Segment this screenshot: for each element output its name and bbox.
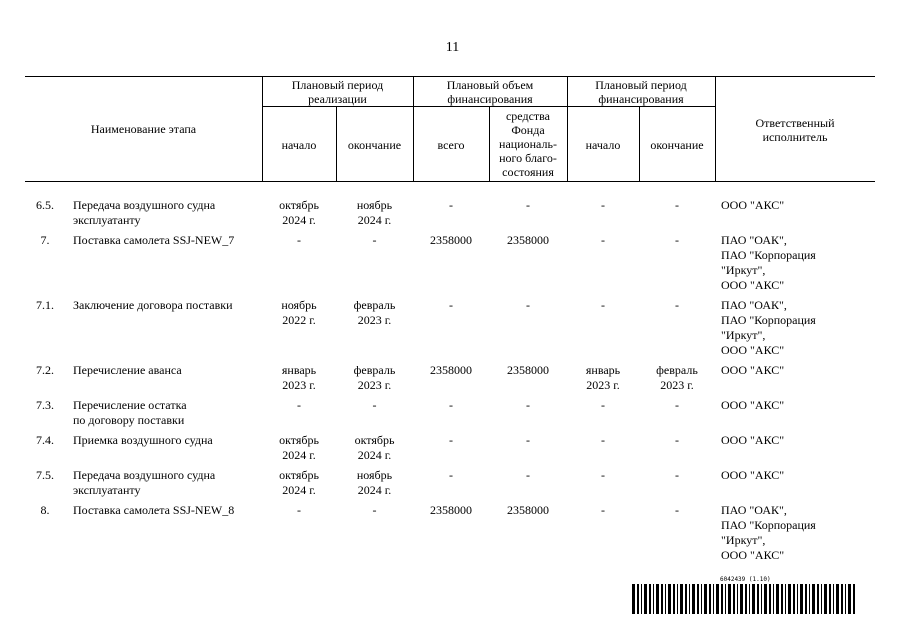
row-funding-end: - xyxy=(675,398,679,412)
row-number: 7.4. xyxy=(36,433,54,447)
row-fund: - xyxy=(526,298,530,312)
row-funding-end: - xyxy=(675,468,679,482)
row-number: 7. xyxy=(40,233,50,247)
header-funding-start: начало xyxy=(585,138,621,152)
row-stage-name: Перечисление аванса xyxy=(73,363,182,377)
row-responsible: ООО "АКС" xyxy=(721,363,785,377)
row-start: октябрь 2024 г. xyxy=(279,468,319,497)
row-fund: - xyxy=(526,398,530,412)
row-number: 7.2. xyxy=(36,363,54,377)
row-fund: - xyxy=(526,433,530,447)
row-funding-end: - xyxy=(675,298,679,312)
row-start: октябрь 2024 г. xyxy=(279,198,319,227)
header-responsible: Ответственный исполнитель xyxy=(755,116,835,144)
row-funding-start: - xyxy=(601,468,605,482)
row-funding-end: - xyxy=(675,198,679,212)
row-stage-name: Передача воздушного судна эксплуатанту xyxy=(73,198,216,227)
row-funding-end: февраль 2023 г. xyxy=(656,363,698,392)
row-total: 2358000 xyxy=(430,503,472,517)
row-total: - xyxy=(449,468,453,482)
row-responsible: ООО "АКС" xyxy=(721,433,785,447)
row-fund: 2358000 xyxy=(507,503,549,517)
row-number: 7.5. xyxy=(36,468,54,482)
row-funding-start: - xyxy=(601,398,605,412)
row-start: - xyxy=(297,503,301,517)
row-end: - xyxy=(372,398,377,412)
row-start: октябрь 2024 г. xyxy=(279,433,319,462)
row-end: февраль 2023 г. xyxy=(353,298,396,327)
row-end: - xyxy=(372,503,377,517)
row-number: 6.5. xyxy=(36,198,54,212)
header-funding-end: окончание xyxy=(650,138,704,152)
barcode-bars xyxy=(632,584,856,614)
row-stage-name: Заключение договора поставки xyxy=(73,298,233,312)
header-end: окончание xyxy=(347,138,402,152)
header-total: всего xyxy=(437,138,465,152)
row-responsible: ООО "АКС" xyxy=(721,398,785,412)
row-funding-start: - xyxy=(601,198,605,212)
barcode-label: 6042439 (1.10) xyxy=(720,576,771,583)
row-stage-name: Поставка самолета SSJ-NEW_8 xyxy=(73,503,235,517)
row-number: 7.1. xyxy=(36,298,54,312)
row-total: 2358000 xyxy=(430,363,472,377)
header-bottom-border xyxy=(25,181,875,182)
row-end: ноябрь 2024 г. xyxy=(356,468,393,497)
row-end: октябрь 2024 г. xyxy=(354,433,395,462)
page-number: 11 xyxy=(445,40,460,55)
row-funding-end: - xyxy=(675,503,679,517)
row-responsible: ПАО "ОАК", ПАО "Корпорация "Иркут", ООО "АКС" xyxy=(721,503,816,562)
row-fund: 2358000 xyxy=(507,363,549,377)
row-total: - xyxy=(449,398,453,412)
row-start: - xyxy=(297,398,301,412)
row-funding-start: - xyxy=(601,433,605,447)
row-total: 2358000 xyxy=(430,233,472,247)
row-end: февраль 2023 г. xyxy=(353,363,396,392)
header-funding-volume: Плановый объем финансирования xyxy=(446,78,534,106)
row-total: - xyxy=(449,298,453,312)
row-end: ноябрь 2024 г. xyxy=(356,198,393,227)
row-end: - xyxy=(372,233,377,247)
row-fund: 2358000 xyxy=(507,233,549,247)
row-total: - xyxy=(449,433,453,447)
row-funding-end: - xyxy=(675,233,679,247)
row-funding-start: - xyxy=(601,298,605,312)
row-responsible: ПАО "ОАК", ПАО "Корпорация "Иркут", ООО "АКС" xyxy=(721,298,816,357)
row-stage-name: Перечисление остатка по договору поставки xyxy=(73,398,187,427)
row-start: - xyxy=(297,233,301,247)
header-fund: средства Фонда националь- ного благо- состояния xyxy=(499,109,557,179)
row-number: 8. xyxy=(40,503,50,517)
row-responsible: ООО "АКС" xyxy=(721,198,785,212)
row-total: - xyxy=(449,198,453,212)
row-funding-start: - xyxy=(601,503,605,517)
header-funding-period: Плановый период финансирования xyxy=(595,78,687,106)
header-implementation-period: Плановый период реализации xyxy=(291,78,384,106)
row-stage-name: Поставка самолета SSJ-NEW_7 xyxy=(73,233,235,247)
row-number: 7.3. xyxy=(36,398,54,412)
table-top-border xyxy=(25,76,875,77)
row-responsible: ПАО "ОАК", ПАО "Корпорация "Иркут", ООО "АКС" xyxy=(721,233,816,292)
row-funding-end: - xyxy=(675,433,679,447)
row-funding-start: январь 2023 г. xyxy=(585,363,621,392)
header-stage-name: Наименование этапа xyxy=(90,122,197,136)
row-stage-name: Передача воздушного судна эксплуатанту xyxy=(73,468,216,497)
row-fund: - xyxy=(526,468,530,482)
barcode xyxy=(632,576,856,616)
row-funding-start: - xyxy=(601,233,605,247)
header-start: начало xyxy=(281,138,317,152)
row-start: ноябрь 2022 г. xyxy=(281,298,317,327)
row-fund: - xyxy=(526,198,530,212)
row-start: январь 2023 г. xyxy=(281,363,317,392)
row-stage-name: Приемка воздушного судна xyxy=(73,433,213,447)
row-responsible: ООО "АКС" xyxy=(721,468,785,482)
